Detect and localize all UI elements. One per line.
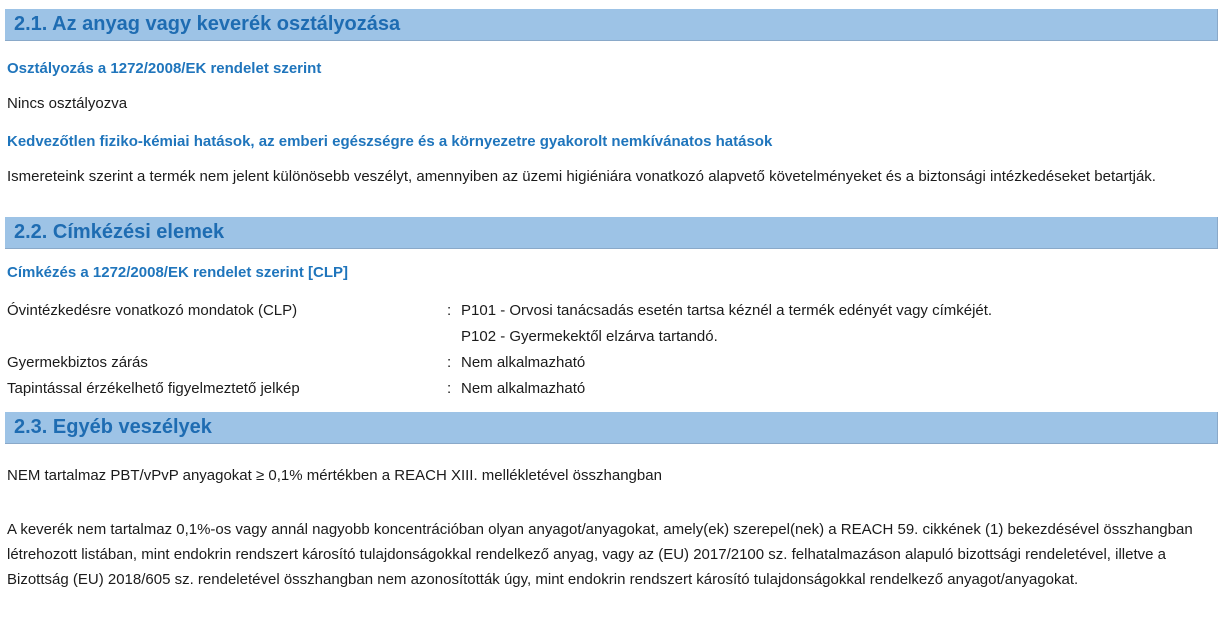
tactile-warning-value: Nem alkalmazható xyxy=(461,380,586,397)
section-2-2-title: 2.2. Címkézési elemek xyxy=(14,221,225,243)
adverse-effects-text: Ismereteink szerint a termék nem jelent különösebb veszélyt, amennyiben az üzemi higiéniára vonatkozó alapvető követelményeket és a biztonsági intézkedéseket betartják. xyxy=(7,168,1156,185)
pbt-vpvb-statement: NEM tartalmaz PBT/vPvP anyagokat ≥ 0,1% mértékben a REACH XIII. mellékletével összhangban xyxy=(7,467,662,484)
precautionary-statements-label: Óvintézkedésre vonatkozó mondatok (CLP) xyxy=(7,302,298,319)
precautionary-statements-values xyxy=(461,298,1217,350)
subheading-classification-1272-2008: Osztályozás a 1272/2008/EK rendelet szerint xyxy=(7,60,322,77)
row-tactile-warning xyxy=(7,376,1217,402)
subheading-labelling-clp: Címkézés a 1272/2008/EK rendelet szerint [CLP] xyxy=(7,264,348,281)
labelling-elements-table xyxy=(7,298,1217,402)
endocrine-disruptor-statement: A keverék nem tartalmaz 0,1%-os vagy annál nagyobb koncentrációban olyan anyagot/anyagokat, amely(ek) szerepel(nek) a REACH 59. cikkének (1) bekezdésével összhangban létrehozott listában, mint endokrin rendszert károsító tulajdonságokkal rendelkező anyag, vagy az (EU) 2017/2100 sz. felhatalmazáson alapuló bizottsági rendeletével, illetve a Bizottság (EU) 2018/605 sz. rendeletével összhangban nem azonosították úgy, mint endokrin rendszert károsító tulajdonságokkal rendelkező anyagot/anyagokat. xyxy=(7,521,1193,588)
precautionary-statement-p102: P102 - Gyermekektől elzárva tartandó. xyxy=(461,328,718,345)
row-separator: : xyxy=(447,354,452,371)
section-header-2-1 xyxy=(5,9,1218,41)
subheading-adverse-effects: Kedvezőtlen fiziko-kémiai hatások, az emberi egészségre és a környezetre gyakorolt nemkívánatos hatások xyxy=(7,133,773,150)
childproof-closure-label: Gyermekbiztos zárás xyxy=(7,354,148,371)
section-header-2-2 xyxy=(5,217,1218,249)
row-childproof-closure xyxy=(7,350,1217,376)
row-separator: : xyxy=(447,380,452,397)
tactile-warning-label: Tapintással érzékelhető figyelmeztető jelkép xyxy=(7,380,300,397)
row-separator: : xyxy=(447,302,452,319)
childproof-closure-value: Nem alkalmazható xyxy=(461,354,586,371)
row-precautionary-statements xyxy=(7,298,1217,350)
section-2-1-title: 2.1. Az anyag vagy keverék osztályozása xyxy=(14,13,401,35)
precautionary-statement-p101: P101 - Orvosi tanácsadás esetén tartsa kéznél a termék edényét vagy címkéjét. xyxy=(461,302,993,319)
section-header-2-3 xyxy=(5,412,1218,444)
classification-status-text: Nincs osztályozva xyxy=(7,95,128,112)
section-2-3-title: 2.3. Egyéb veszélyek xyxy=(14,416,212,438)
